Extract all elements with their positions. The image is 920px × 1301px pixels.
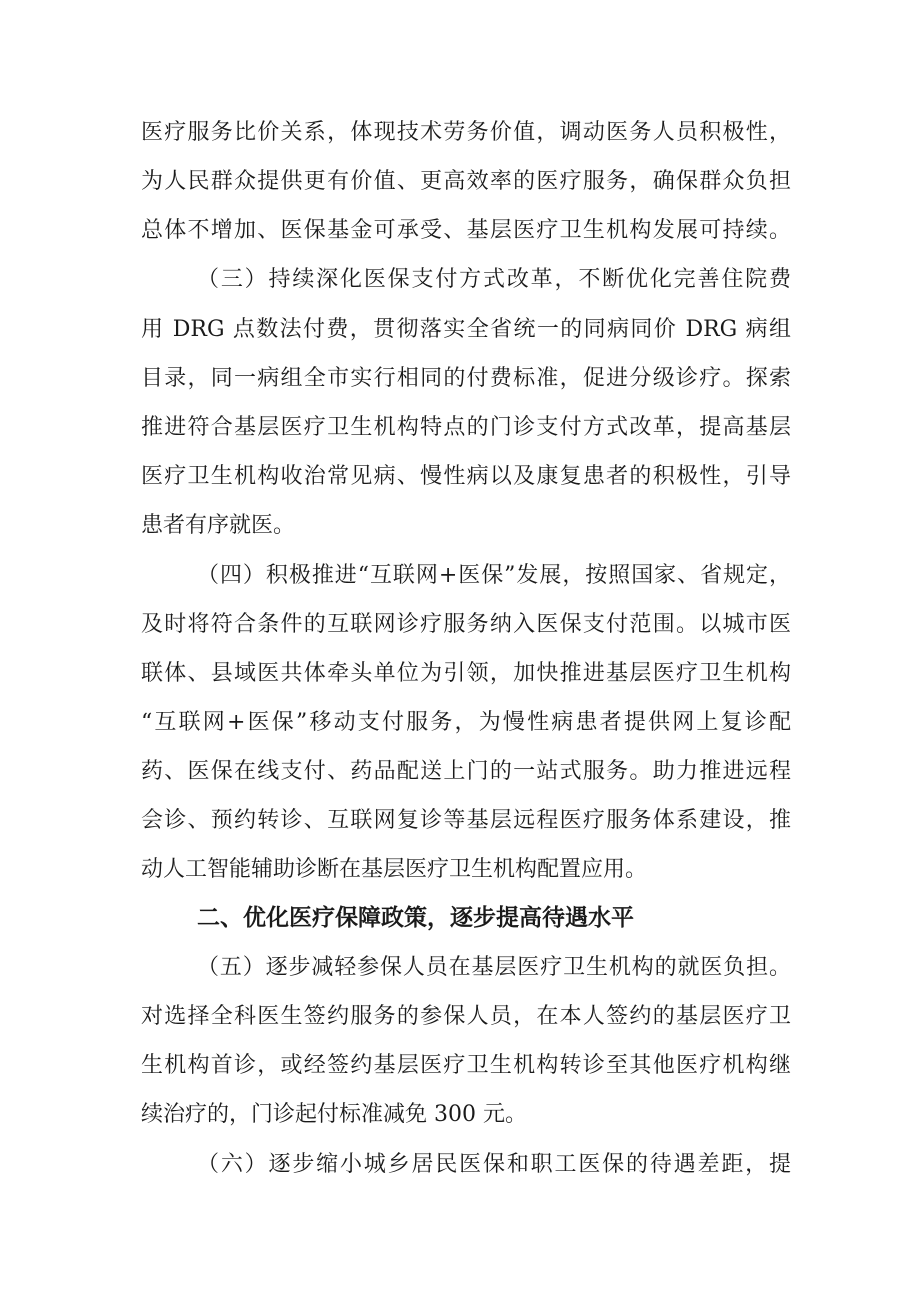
- paragraph-line: 对选择全科医生签约服务的参保人员，在本人签约的基层医疗卫: [141, 1004, 791, 1029]
- paragraph-line: （三）持续深化医保支付方式改革，不断优化完善住院费: [197, 267, 791, 292]
- paragraph-line: 推进符合基层医疗卫生机构特点的门诊支付方式改革，提高基层: [141, 415, 791, 440]
- section-heading: 二、优化医疗保障政策，逐步提高待遇水平: [197, 905, 634, 931]
- paragraph-line: 用 DRG 点数法付费，贯彻落实全省统一的同病同价 DRG 病组: [141, 317, 791, 342]
- paragraph-line: （四）积极推进“互联网+医保”发展，按照国家、省规定，: [197, 563, 791, 588]
- paragraph-line: 患者有序就医。: [141, 513, 296, 538]
- paragraph-line: 药、医保在线支付、药品配送上门的一站式服务。助力推进远程: [141, 759, 791, 784]
- paragraph-line: 总体不增加、医保基金可承受、基层医疗卫生机构发展可持续。: [141, 218, 791, 243]
- paragraph-line: 目录，同一病组全市实行相同的付费标准，促进分级诊疗。探索: [141, 366, 791, 391]
- paragraph-line: 动人工智能辅助诊断在基层医疗卫生机构配置应用。: [141, 857, 648, 882]
- paragraph-line: 联体、县域医共体牵头单位为引领，加快推进基层医疗卫生机构: [141, 661, 791, 686]
- paragraph-line: 为人民群众提供更有价值、更高效率的医疗服务，确保群众负担: [141, 169, 791, 194]
- paragraph-line: 续治疗的，门诊起付标准减免 300 元。: [141, 1102, 527, 1127]
- paragraph-line: “互联网+医保”移动支付服务，为慢性病患者提供网上复诊配: [141, 710, 791, 735]
- paragraph-line: 医疗卫生机构收治常见病、慢性病以及康复患者的积极性，引导: [141, 464, 791, 489]
- paragraph-line: （六）逐步缩小城乡居民医保和职工医保的待遇差距，提: [197, 1152, 791, 1177]
- paragraph-line: 生机构首诊，或经签约基层医疗卫生机构转诊至其他医疗机构继: [141, 1053, 791, 1078]
- paragraph-line: 及时将符合条件的互联网诊疗服务纳入医保支付范围。以城市医: [141, 612, 791, 637]
- paragraph-line: 医疗服务比价关系，体现技术劳务价值，调动医务人员积极性，: [141, 120, 791, 145]
- paragraph-line: （五）逐步减轻参保人员在基层医疗卫生机构的就医负担。: [197, 955, 791, 980]
- paragraph-line: 会诊、预约转诊、互联网复诊等基层远程医疗服务体系建设，推: [141, 808, 791, 833]
